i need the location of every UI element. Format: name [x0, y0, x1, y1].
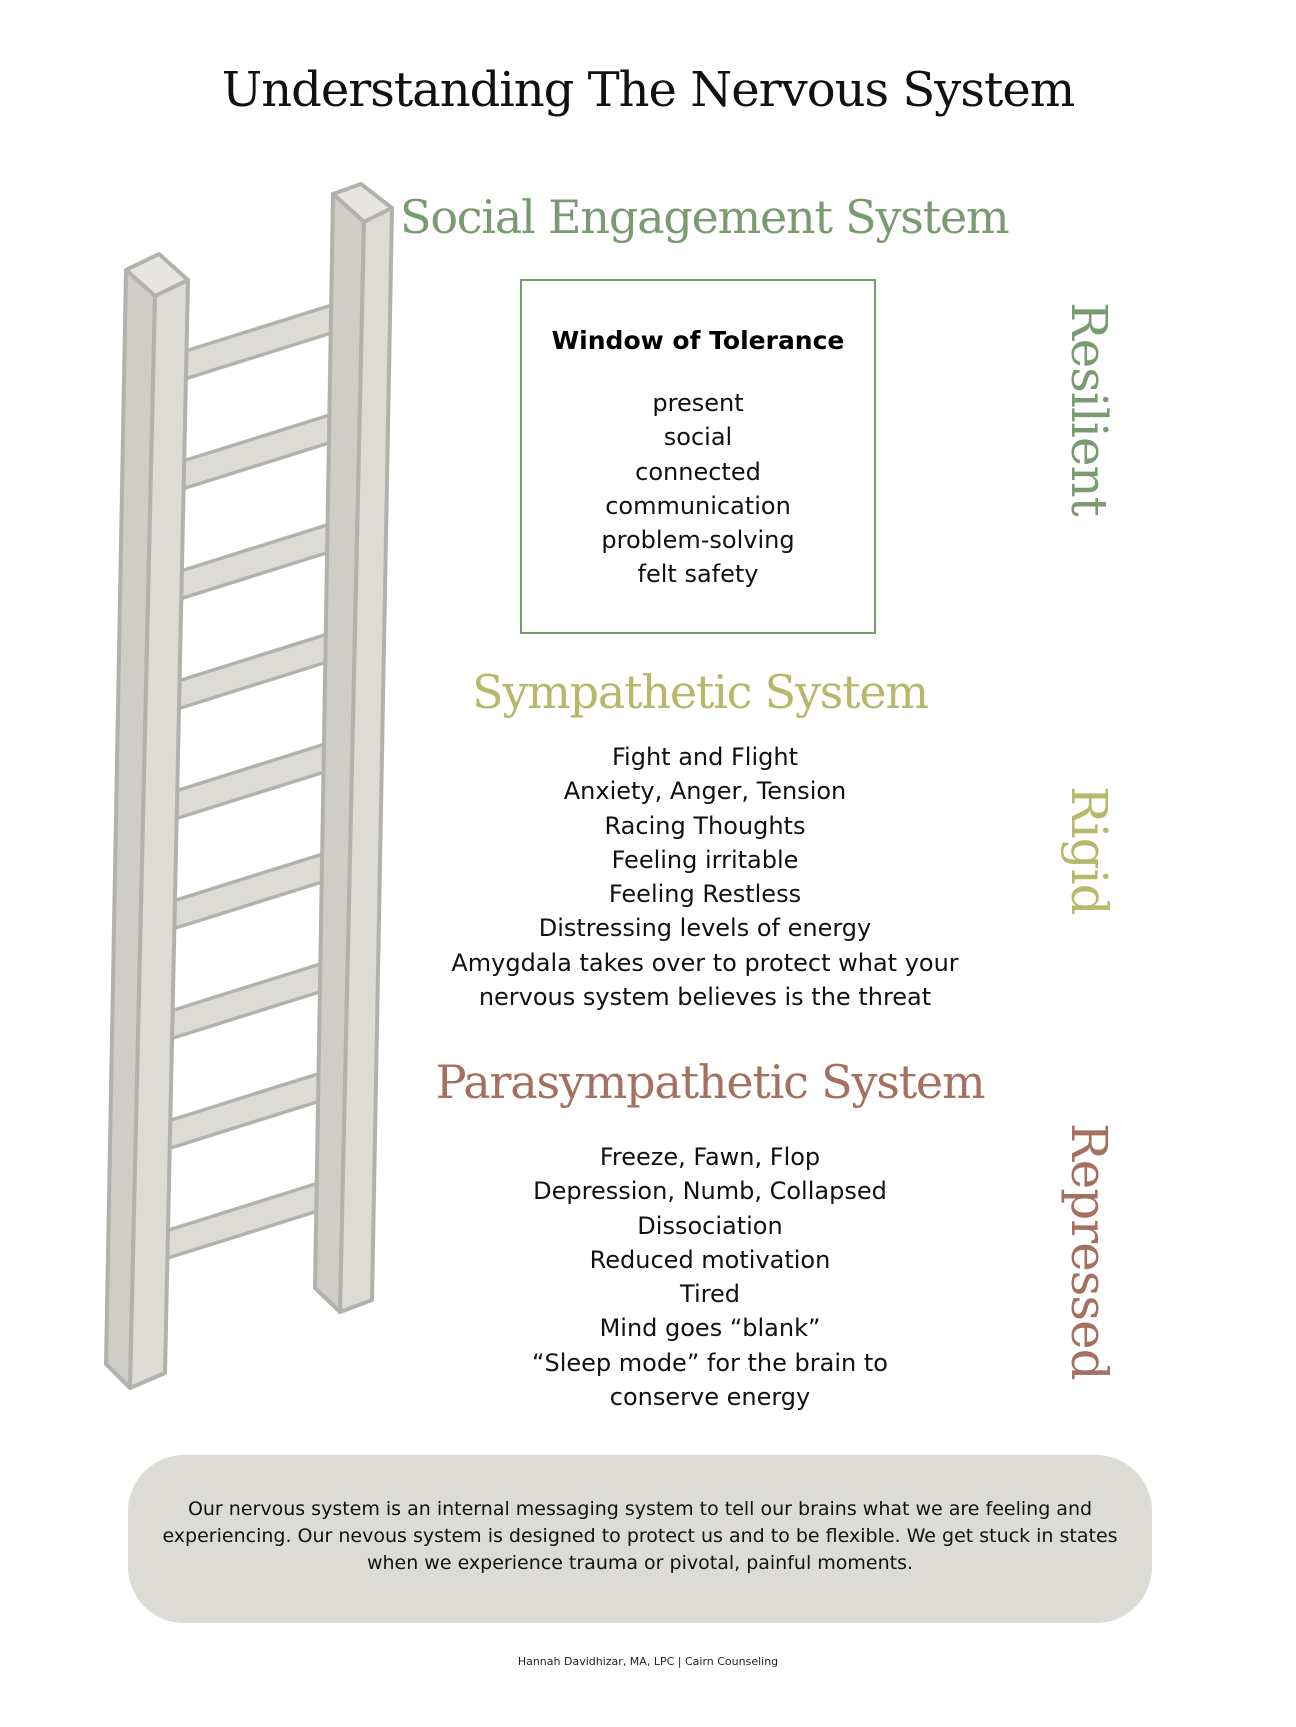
ladder-illustration: [0, 0, 420, 1420]
list-item: Racing Thoughts: [604, 811, 806, 840]
sympathetic-list: [400, 740, 1010, 1014]
list-item: Reduced motivation: [589, 1245, 831, 1274]
ladder-rung-fill: [175, 647, 331, 696]
ladder-rungs: [162, 317, 338, 1246]
list-item: conserve energy: [609, 1383, 811, 1412]
list-item: Feeling Restless: [608, 880, 802, 909]
window-of-tolerance-list: [520, 386, 876, 592]
list-item: problem-solving: [601, 526, 795, 555]
window-of-tolerance-title: Window of Tolerance: [551, 326, 845, 355]
ladder-rung-fill: [165, 1087, 321, 1136]
ladder-rung-fill: [162, 1197, 318, 1246]
list-item: communication: [605, 491, 791, 520]
list-item: “Sleep mode” for the brain to: [532, 1348, 888, 1377]
list-item: connected: [635, 457, 761, 486]
list-item: Mind goes “blank”: [599, 1314, 821, 1343]
ladder-right-rail: [315, 184, 392, 1312]
ladder-rung-fill: [167, 977, 323, 1026]
list-item: Anxiety, Anger, Tension: [563, 777, 847, 806]
summary-line: experiencing. Our nevous system is designed to protect us and to be flexible. We get stuck in states: [162, 1525, 1118, 1547]
summary-text: [160, 1496, 1120, 1577]
parasympathetic-list: [400, 1140, 1020, 1414]
list-item: Dissociation: [637, 1211, 783, 1240]
list-item: nervous system believes is the threat: [478, 983, 932, 1012]
ladder-rung-fill: [182, 317, 338, 366]
list-item: Depression, Numb, Collapsed: [533, 1177, 887, 1206]
resilient-side-label: Resilient: [1060, 302, 1118, 516]
list-item: present: [652, 389, 744, 417]
footer-credit: Hannah Davidhizar, MA, LPC | Cairn Counseling: [517, 1655, 779, 1668]
ladder-rung-fill: [180, 427, 336, 476]
ladder-left-rail: [106, 254, 188, 1388]
list-item: Freeze, Fawn, Flop: [599, 1143, 821, 1171]
repressed-side-label: Repressed: [1060, 1123, 1118, 1380]
ladder-rung-fill: [170, 867, 326, 916]
ladder-rung-fill: [177, 537, 333, 586]
summary-line: Our nervous system is an internal messaging system to tell our brains what we are feeling and: [187, 1498, 1093, 1520]
social-engagement-heading: Social Engagement System: [400, 190, 1009, 244]
summary-line: when we experience trauma or pivotal, painful moments.: [366, 1552, 914, 1574]
rigid-side-label: Rigid: [1060, 786, 1118, 915]
list-item: Tired: [680, 1280, 740, 1309]
sympathetic-heading: Sympathetic System: [472, 665, 928, 719]
page-title: Understanding The Nervous System: [221, 62, 1075, 118]
list-item: felt safety: [637, 560, 759, 589]
list-item: Amygdala takes over to protect what your: [451, 948, 959, 977]
ladder-rung-fill: [172, 757, 328, 806]
list-item: Feeling irritable: [611, 845, 799, 874]
parasympathetic-heading: Parasympathetic System: [435, 1055, 985, 1109]
list-item: Fight and Flight: [612, 743, 798, 771]
list-item: social: [663, 423, 733, 452]
list-item: Distressing levels of energy: [538, 914, 872, 943]
